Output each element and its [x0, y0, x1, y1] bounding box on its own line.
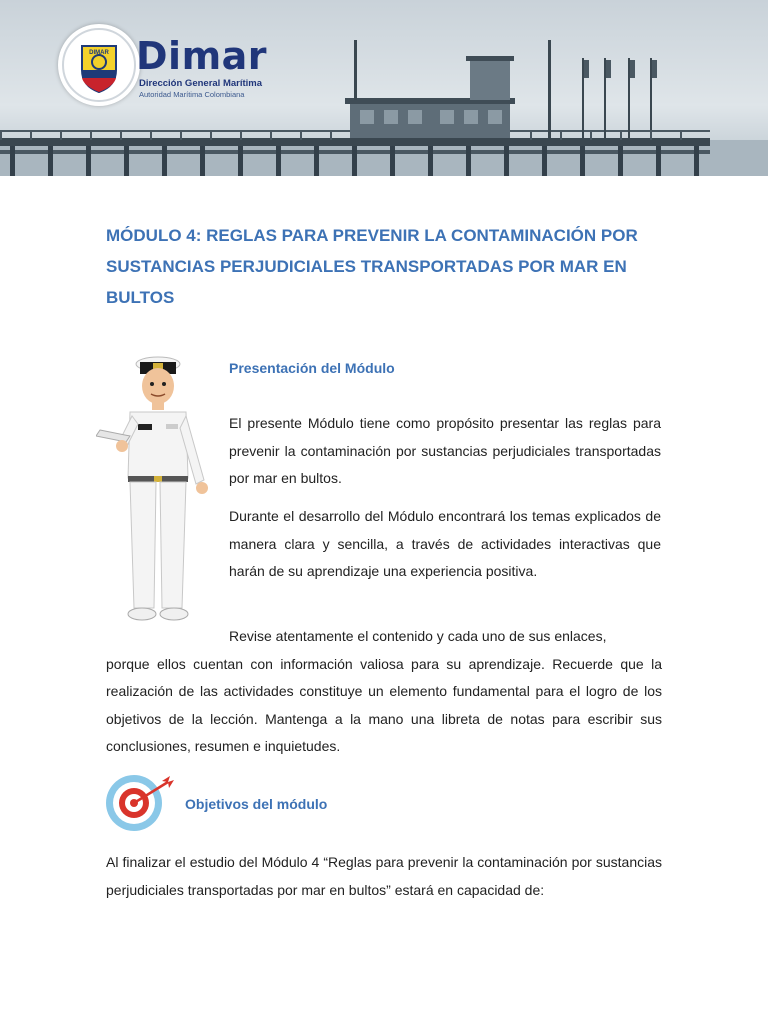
module-title: MÓDULO 4: REGLAS PARA PREVENIR LA CONTAMINACIÓN POR SUSTANCIAS PERJUDICIALES TRANSPORTADAS POR MAR EN BULTOS	[106, 226, 638, 307]
sailor-illustration-icon	[96, 350, 220, 633]
logo-badge	[58, 24, 140, 106]
paragraph-purpose: El presente Módulo tiene como propósito presentar las reglas para prevenir la contaminación por sustancias perjudiciales transportadas por mar en bultos.	[229, 415, 661, 486]
badge-text: DIMAR	[89, 50, 109, 56]
paragraph-review-first-line: Revise atentamente el contenido y cada uno de sus enlaces,	[229, 628, 607, 644]
objectives-heading: Objetivos del módulo	[185, 796, 328, 812]
presentation-heading: Presentación del Módulo	[229, 360, 395, 376]
header-banner	[0, 0, 768, 176]
paragraph-review	[106, 623, 662, 761]
target-icon	[104, 772, 174, 839]
logo-tagline: Autoridad Marítima Colombiana	[139, 90, 245, 99]
paragraph-objectives: Al finalizar el estudio del Módulo 4 “Reglas para prevenir la contaminación por sustancias perjudiciales transportadas por mar en bultos” estará en capacidad de:	[106, 854, 662, 898]
logo-subtitle: Dirección General Marítima	[139, 78, 263, 89]
paragraph-review-rest: porque ellos cuentan con información valiosa para su aprendizaje. Recuerde que la realización de las actividades constituye un elemento fundamental para el logro de los objetivos de la lección. Mantenga a la mano una libreta de notas para escribir sus conclusiones, resumen e inquietudes.	[106, 655, 662, 754]
dimar-logo	[58, 24, 268, 106]
logo-brand-text: Dimar	[136, 34, 268, 78]
paragraph-development: Durante el desarrollo del Módulo encontrará los temas explicados de manera clara y sencilla, a través de actividades interactivas que harán de su aprendizaje una experiencia positiva.	[229, 508, 661, 579]
shield-emblem-icon	[58, 24, 140, 106]
